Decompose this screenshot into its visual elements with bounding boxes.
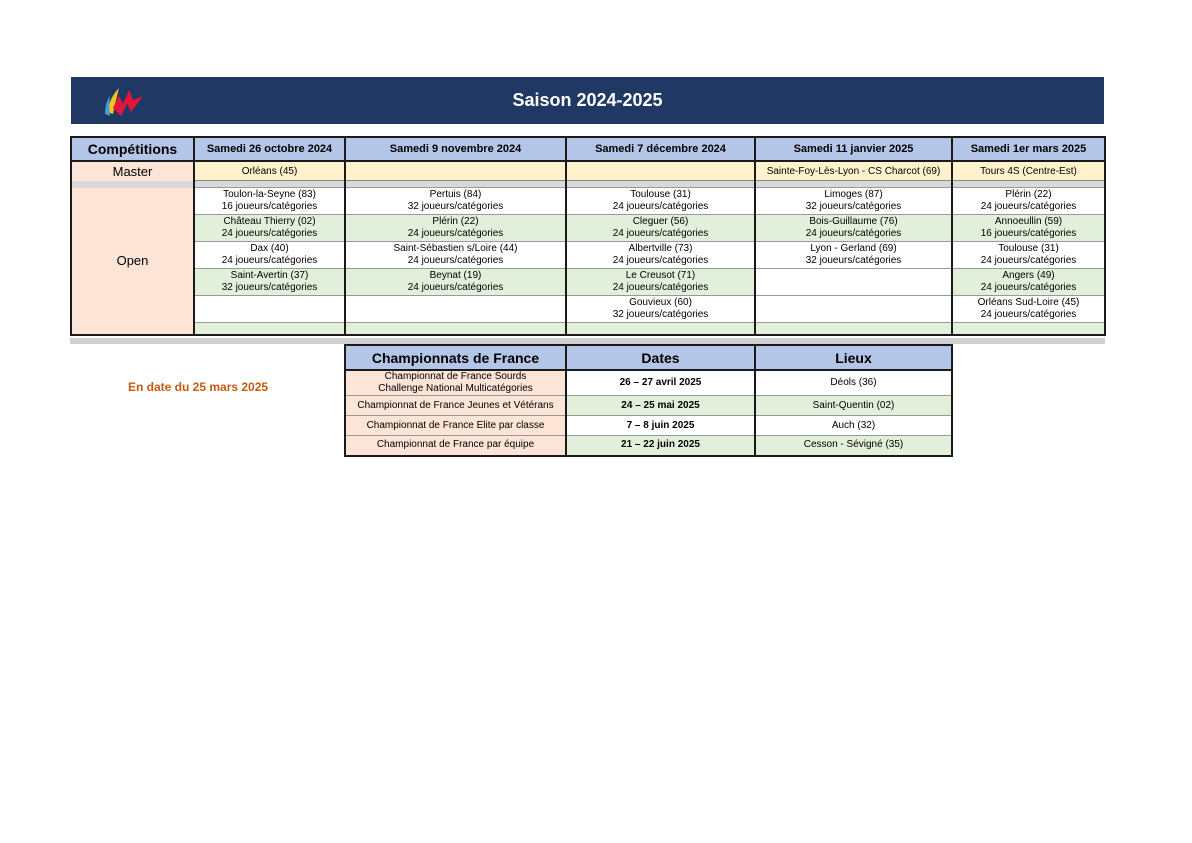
championnat-date: 24 – 25 mai 2025 <box>566 396 755 416</box>
date-header: Samedi 26 octobre 2024 <box>194 137 345 161</box>
open-cell: Saint-Avertin (37) 32 joueurs/catégories <box>194 269 345 296</box>
open-cell: Albertville (73) 24 joueurs/catégories <box>566 242 755 269</box>
master-cell: Tours 4S (Centre-Est) <box>952 161 1105 181</box>
master-cell: Sainte-Foy-Lès-Lyon - CS Charcot (69) <box>755 161 952 181</box>
master-label: Master <box>71 161 194 181</box>
open-cell: Bois-Guillaume (76) 24 joueurs/catégories <box>755 215 952 242</box>
championnats-header-row <box>345 345 952 370</box>
date-header: Samedi 7 décembre 2024 <box>566 137 755 161</box>
open-cell: Toulouse (31) 24 joueurs/catégories <box>566 188 755 215</box>
master-cell <box>566 161 755 181</box>
open-row <box>71 215 1105 242</box>
open-cell: Orléans Sud-Loire (45) 24 joueurs/catégories <box>952 296 1105 323</box>
competitions-header: Compétitions <box>71 137 194 161</box>
championnat-row <box>345 416 952 436</box>
open-cell: Angers (49) 24 joueurs/catégories <box>952 269 1105 296</box>
page-title: Saison 2024-2025 <box>512 90 663 110</box>
championnat-place: Déols (36) <box>755 370 952 396</box>
championnat-place: Cesson - Sévigné (35) <box>755 436 952 456</box>
open-row <box>71 296 1105 323</box>
championnat-name: Championnat de France Jeunes et Vétérans <box>345 396 566 416</box>
master-cell <box>345 161 566 181</box>
open-cell: Gouvieux (60) 32 joueurs/catégories <box>566 296 755 323</box>
championnat-name: Championnat de France par équipe <box>345 436 566 456</box>
open-cell: Dax (40) 24 joueurs/catégories <box>194 242 345 269</box>
open-cell <box>345 296 566 323</box>
places-header: Lieux <box>755 345 952 370</box>
open-row <box>71 242 1105 269</box>
title-banner <box>71 77 1104 124</box>
open-cell: Le Creusot (71) 24 joueurs/catégories <box>566 269 755 296</box>
open-row <box>71 188 1105 215</box>
open-cell: Toulouse (31) 24 joueurs/catégories <box>952 242 1105 269</box>
open-cell: Toulon-la-Seyne (83) 16 joueurs/catégories <box>194 188 345 215</box>
open-cell: Lyon - Gerland (69) 32 joueurs/catégories <box>755 242 952 269</box>
championnat-place: Auch (32) <box>755 416 952 436</box>
championnat-date: 7 – 8 juin 2025 <box>566 416 755 436</box>
championnat-date: 26 – 27 avril 2025 <box>566 370 755 396</box>
championnat-row <box>345 396 952 416</box>
dates-header: Dates <box>566 345 755 370</box>
championnat-date: 21 – 22 juin 2025 <box>566 436 755 456</box>
championnats-header: Championnats de France <box>345 345 566 370</box>
open-cell: Beynat (19) 24 joueurs/catégories <box>345 269 566 296</box>
separator-row <box>71 181 1105 188</box>
open-label: Open <box>71 188 194 336</box>
competitions-calendar-table <box>70 136 1106 336</box>
championnats-table <box>344 344 953 457</box>
calendar-header-row <box>71 137 1105 161</box>
open-cell <box>755 296 952 323</box>
open-row <box>71 323 1105 336</box>
championnat-row <box>345 436 952 456</box>
championnat-row <box>345 370 952 396</box>
championnat-name: Championnat de France Elite par classe <box>345 416 566 436</box>
championnat-name: Championnat de France Sourds Challenge National Multicatégories <box>345 370 566 396</box>
open-cell: Pertuis (84) 32 joueurs/catégories <box>345 188 566 215</box>
open-cell: Annoeullin (59) 16 joueurs/catégories <box>952 215 1105 242</box>
open-cell: Château Thierry (02) 24 joueurs/catégories <box>194 215 345 242</box>
open-cell: Cleguer (56) 24 joueurs/catégories <box>566 215 755 242</box>
championnat-place: Saint-Quentin (02) <box>755 396 952 416</box>
open-cell: Plérin (22) 24 joueurs/catégories <box>952 188 1105 215</box>
open-cell: Limoges (87) 32 joueurs/catégories <box>755 188 952 215</box>
as-of-date: En date du 25 mars 2025 <box>128 380 269 394</box>
open-cell <box>755 269 952 296</box>
date-header: Samedi 11 janvier 2025 <box>755 137 952 161</box>
open-row <box>71 269 1105 296</box>
open-cell <box>194 296 345 323</box>
open-cell: Plérin (22) 24 joueurs/catégories <box>345 215 566 242</box>
master-row <box>71 161 1105 181</box>
master-cell: Orléans (45) <box>194 161 345 181</box>
date-header: Samedi 1er mars 2025 <box>952 137 1105 161</box>
open-cell: Saint-Sébastien s/Loire (44) 24 joueurs/catégories <box>345 242 566 269</box>
date-header: Samedi 9 novembre 2024 <box>345 137 566 161</box>
